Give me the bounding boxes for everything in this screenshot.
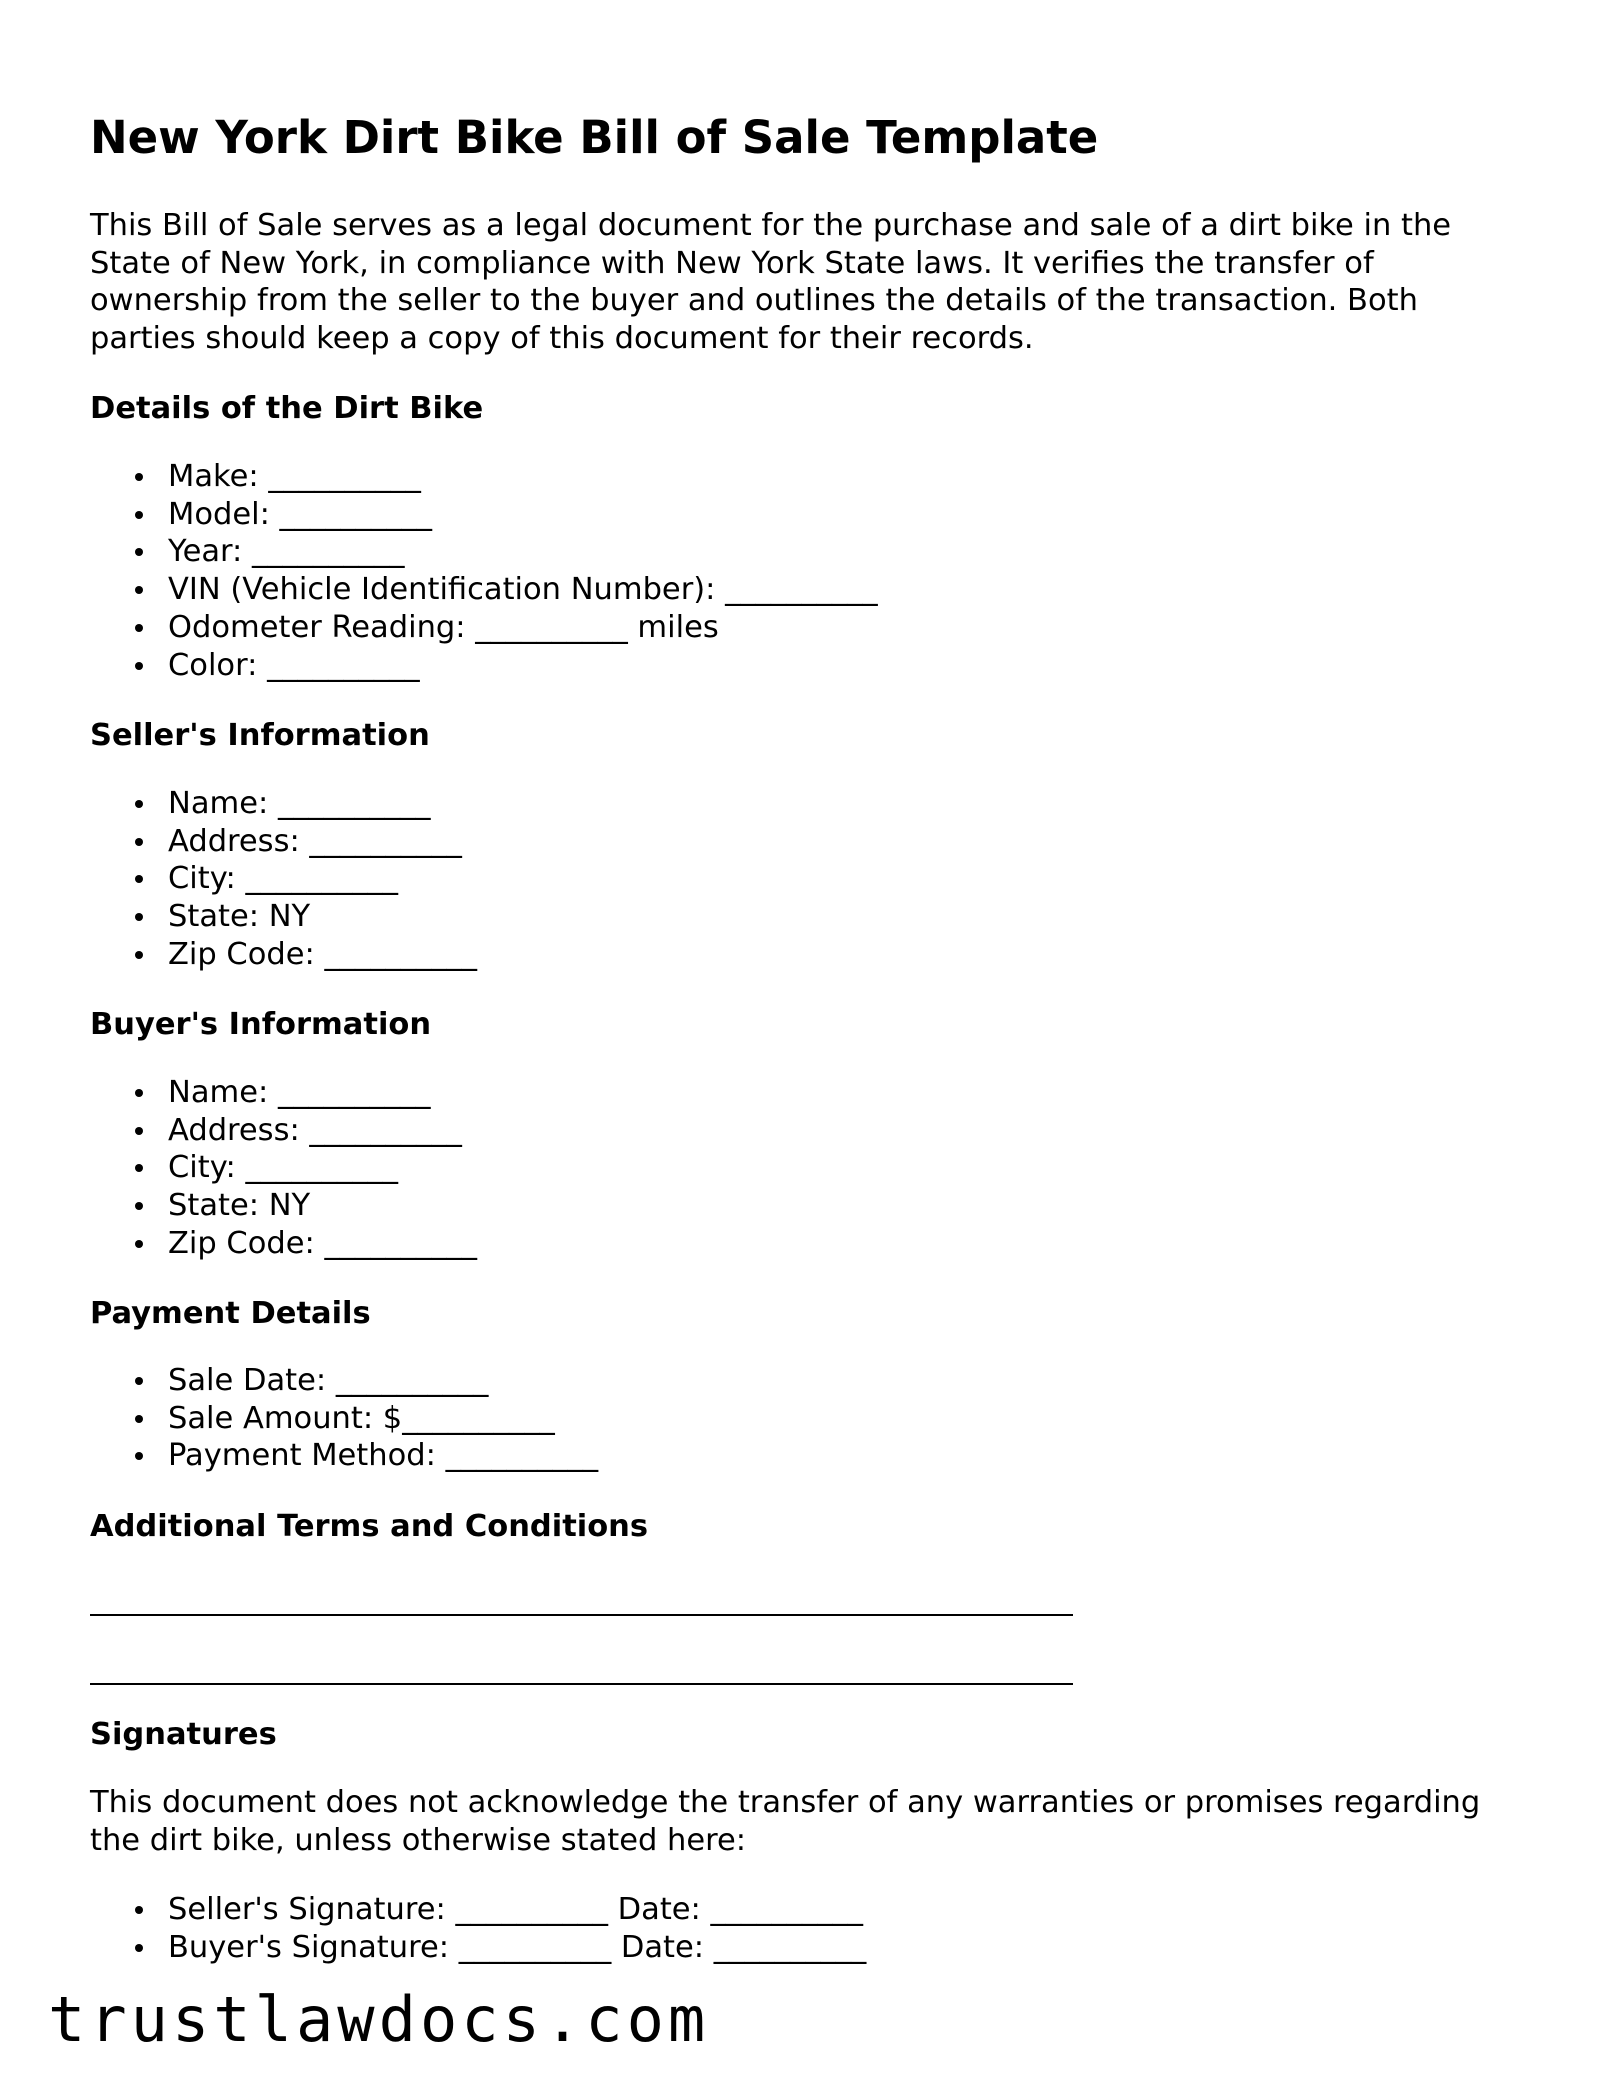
seller-info-heading: Seller's Information	[90, 718, 430, 753]
seller-signature-field: Seller's Signature: __________ Date: __________	[90, 1891, 866, 1929]
buyer-signature-field: Buyer's Signature: __________ Date: __________	[90, 1929, 866, 1967]
terms-blank-line	[90, 1614, 1073, 1616]
seller-state-field: State: NY	[90, 898, 477, 936]
bike-make-field: Make: __________	[90, 458, 878, 496]
sale-date-field: Sale Date: __________	[90, 1362, 598, 1400]
buyer-info-list	[90, 1074, 477, 1263]
bike-year-field: Year: __________	[90, 533, 878, 571]
seller-info-list	[90, 785, 477, 974]
seller-zip-field: Zip Code: __________	[90, 936, 477, 974]
buyer-info-heading: Buyer's Information	[90, 1007, 432, 1042]
bike-vin-field: VIN (Vehicle Identification Number): __________	[90, 571, 878, 609]
page-title: New York Dirt Bike Bill of Sale Template	[90, 111, 1099, 164]
seller-name-field: Name: __________	[90, 785, 477, 823]
terms-blank-line	[90, 1683, 1073, 1685]
buyer-state-field: State: NY	[90, 1187, 477, 1225]
watermark: trustlawdocs.com	[48, 1983, 710, 2056]
signatures-list	[90, 1891, 866, 1966]
buyer-zip-field: Zip Code: __________	[90, 1225, 477, 1263]
buyer-name-field: Name: __________	[90, 1074, 477, 1112]
intro-paragraph: This Bill of Sale serves as a legal document for the purchase and sale of a dirt bike in the State of New York, in compliance with New York State laws. It verifies the transfer of ownership from the seller to the buyer and outlines the details of the transaction. Both parties should keep a copy of this document for their records.	[90, 208, 1452, 357]
signatures-disclaimer: This document does not acknowledge the transfer of any warranties or promises regarding the dirt bike, unless otherwise stated here:	[90, 1785, 1481, 1858]
buyer-address-field: Address: __________	[90, 1112, 477, 1150]
seller-address-field: Address: __________	[90, 823, 477, 861]
bike-details-heading: Details of the Dirt Bike	[90, 391, 484, 426]
bike-model-field: Model: __________	[90, 496, 878, 534]
bike-details-list	[90, 458, 878, 684]
bike-odometer-field: Odometer Reading: __________ miles	[90, 609, 878, 647]
signatures-heading: Signatures	[90, 1717, 277, 1752]
terms-heading: Additional Terms and Conditions	[90, 1509, 649, 1544]
payment-details-heading: Payment Details	[90, 1296, 371, 1331]
sale-amount-field: Sale Amount: $__________	[90, 1400, 598, 1438]
payment-details-list	[90, 1362, 598, 1475]
bike-color-field: Color: __________	[90, 647, 878, 685]
seller-city-field: City: __________	[90, 860, 477, 898]
buyer-city-field: City: __________	[90, 1149, 477, 1187]
payment-method-field: Payment Method: __________	[90, 1437, 598, 1475]
